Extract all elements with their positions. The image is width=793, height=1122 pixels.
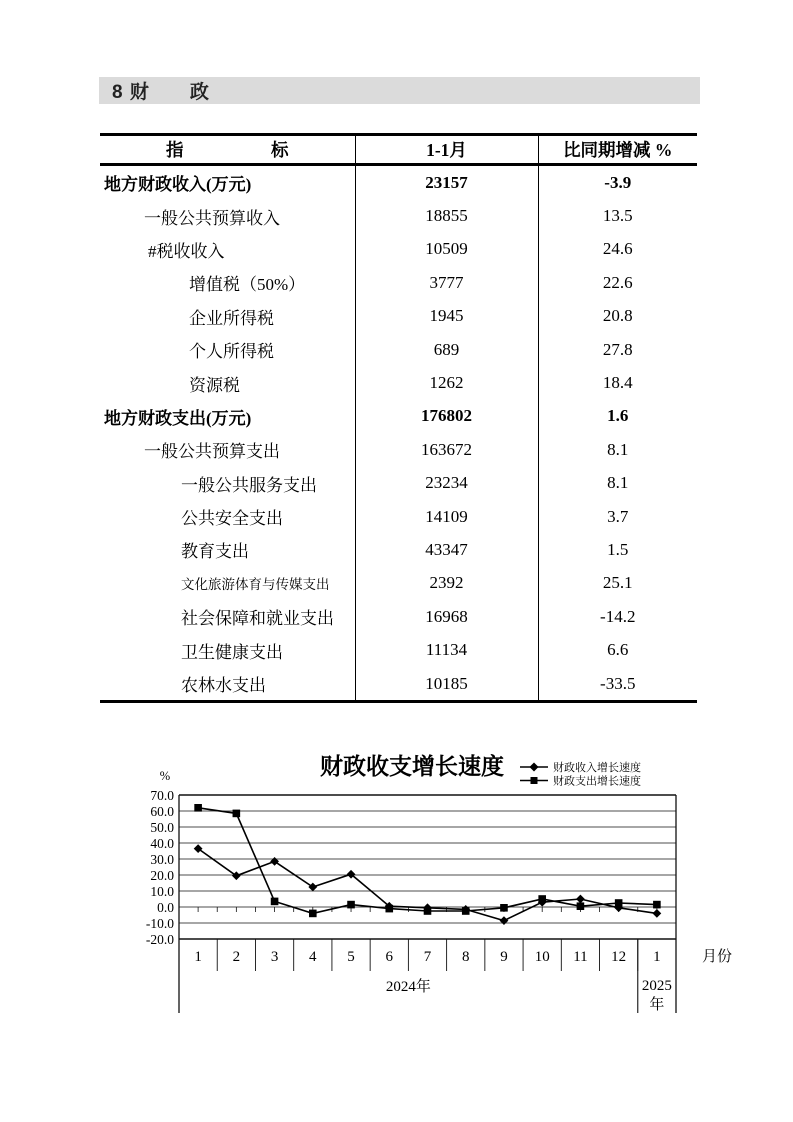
svg-text:-10.0: -10.0 (145, 916, 174, 931)
indicator-cell: 企业所得税 (189, 308, 274, 328)
svg-text:70.0: 70.0 (150, 788, 174, 803)
svg-text:5: 5 (347, 949, 355, 965)
change-cell: -14.2 (538, 600, 697, 633)
header-period: 1-1月 (355, 135, 538, 165)
value-cell: 3777 (355, 266, 538, 299)
indicator-cell: 社会保障和就业支出 (181, 609, 334, 629)
value-cell: 14109 (355, 500, 538, 533)
table-row (100, 233, 697, 266)
table-row (100, 633, 697, 666)
value-cell: 43347 (355, 533, 538, 566)
square-marker (309, 910, 317, 918)
indicator-cell: 农林水支出 (181, 676, 266, 696)
svg-text:12: 12 (611, 949, 627, 965)
section-title: 8 财 政 (112, 82, 210, 103)
value-cell: 23157 (355, 165, 538, 200)
square-marker (194, 804, 202, 812)
value-cell: 10509 (355, 233, 538, 266)
diamond-marker (308, 883, 317, 892)
value-cell: 2392 (355, 567, 538, 600)
table-row (100, 165, 697, 200)
indicator-cell: 一般公共预算收入 (144, 208, 280, 228)
svg-text:9: 9 (500, 949, 508, 965)
diamond-marker (500, 916, 509, 925)
svg-text:2: 2 (232, 949, 241, 965)
svg-text:财政支出增长速度: 财政支出增长速度 (553, 775, 641, 788)
square-marker (577, 902, 585, 910)
table-row (100, 333, 697, 366)
table-row (100, 266, 697, 299)
change-cell: 1.5 (538, 533, 697, 566)
table-row (100, 500, 697, 533)
square-marker (653, 901, 661, 909)
svg-text:1: 1 (653, 949, 661, 965)
square-marker (424, 907, 432, 915)
svg-text:财政收入增长速度: 财政收入增长速度 (553, 762, 641, 774)
change-cell: 18.4 (538, 366, 697, 399)
value-cell: 689 (355, 333, 538, 366)
indicator-cell: 资源税 (189, 375, 240, 395)
square-marker (271, 898, 279, 906)
x-axis-labels (194, 948, 732, 1013)
square-marker (538, 895, 546, 903)
change-cell: -3.9 (538, 165, 697, 200)
svg-text:年: 年 (649, 997, 665, 1013)
change-cell: 3.7 (538, 500, 697, 533)
legend-square-marker (531, 777, 538, 784)
table-body (100, 165, 697, 702)
value-cell: 16968 (355, 600, 538, 633)
change-cell: 8.1 (538, 433, 697, 466)
change-cell: 1.6 (538, 400, 697, 433)
value-cell: 23234 (355, 467, 538, 500)
change-cell: 8.1 (538, 467, 697, 500)
value-cell: 1945 (355, 300, 538, 333)
table-row (100, 366, 697, 399)
growth-chart (90, 733, 770, 1043)
table-row (100, 467, 697, 500)
indicator-cell: #税收收入 (148, 241, 225, 261)
svg-text:20.0: 20.0 (150, 868, 174, 883)
value-cell: 176802 (355, 400, 538, 433)
indicator-cell: 地方财政支出(万元) (104, 408, 252, 428)
table-row (100, 667, 697, 702)
change-cell: 25.1 (538, 567, 697, 600)
value-cell: 11134 (355, 633, 538, 666)
svg-text:0.0: 0.0 (157, 900, 174, 915)
value-cell: 163672 (355, 433, 538, 466)
svg-text:2025: 2025 (641, 978, 672, 994)
table-row (100, 199, 697, 232)
table-header-row (100, 135, 697, 165)
square-marker (385, 905, 393, 913)
change-cell: 27.8 (538, 333, 697, 366)
change-cell: -33.5 (538, 667, 697, 702)
gridlines (179, 795, 676, 939)
indicator-cell: 一般公共预算支出 (144, 442, 280, 462)
indicator-cell: 一般公共服务支出 (181, 475, 317, 495)
legend (520, 760, 641, 788)
svg-text:4: 4 (309, 949, 317, 965)
legend-diamond-marker (529, 762, 538, 771)
indicator-cell: 教育支出 (181, 542, 249, 562)
square-marker (615, 899, 623, 907)
svg-text:财政收支增长速度: 财政收支增长速度 (320, 754, 504, 779)
svg-text:11: 11 (573, 949, 588, 965)
square-marker (500, 904, 508, 912)
indicator-cell: 卫生健康支出 (181, 642, 283, 662)
svg-text:50.0: 50.0 (150, 820, 174, 835)
y-axis-labels (146, 769, 174, 947)
indicator-cell: 公共安全支出 (181, 509, 283, 529)
fiscal-table (100, 133, 697, 703)
indicator-cell: 地方财政收入(万元) (104, 175, 252, 195)
svg-text:40.0: 40.0 (150, 836, 174, 851)
series-expenditure (194, 804, 660, 917)
table-row (100, 433, 697, 466)
change-cell: 20.8 (538, 300, 697, 333)
square-marker (233, 810, 241, 818)
svg-text:-20.0: -20.0 (145, 932, 174, 947)
growth-chart-svg (90, 733, 770, 1043)
change-cell: 13.5 (538, 199, 697, 232)
header-change: 比同期增减 % (538, 135, 697, 165)
indicator-cell: 文化旅游体育与传媒支出 (181, 577, 330, 593)
svg-text:6: 6 (385, 949, 394, 965)
svg-text:10: 10 (534, 949, 550, 965)
indicator-cell: 增值税（50%） (189, 275, 306, 295)
table-row (100, 567, 697, 600)
section-header (99, 77, 700, 104)
svg-text:10.0: 10.0 (150, 884, 174, 899)
change-cell: 6.6 (538, 633, 697, 666)
svg-text:60.0: 60.0 (150, 804, 174, 819)
square-marker (347, 901, 355, 909)
square-marker (462, 907, 470, 915)
change-cell: 22.6 (538, 266, 697, 299)
svg-text:3: 3 (270, 949, 279, 965)
header-indicator: 指 标 (100, 135, 355, 165)
value-cell: 10185 (355, 667, 538, 702)
diamond-marker (270, 857, 279, 866)
table-row (100, 600, 697, 633)
table-row (100, 400, 697, 433)
diamond-marker (576, 895, 585, 904)
svg-text:8: 8 (461, 949, 470, 965)
diamond-marker (653, 909, 662, 918)
indicator-cell: 个人所得税 (189, 342, 274, 362)
svg-text:1: 1 (194, 949, 202, 965)
svg-text:%: % (159, 769, 171, 783)
svg-text:30.0: 30.0 (150, 852, 174, 867)
value-cell: 1262 (355, 366, 538, 399)
svg-text:2024年: 2024年 (385, 979, 431, 995)
chart-title (320, 753, 504, 779)
table-row (100, 533, 697, 566)
change-cell: 24.6 (538, 233, 697, 266)
svg-text:7: 7 (423, 949, 432, 965)
value-cell: 18855 (355, 199, 538, 232)
table-row (100, 300, 697, 333)
svg-text:月份: 月份 (702, 949, 733, 965)
